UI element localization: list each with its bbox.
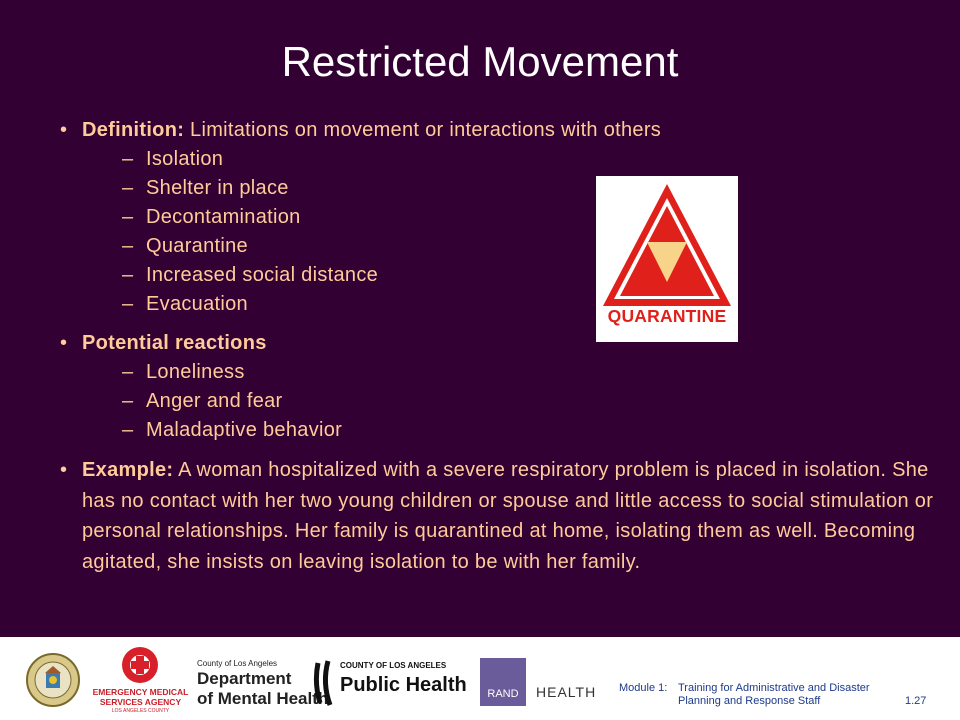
module-line1: Training for Administrative and Disaster (678, 682, 870, 694)
ems-agency-logo (88, 645, 193, 717)
definition-item: – Increased social distance (60, 261, 940, 290)
rand-text: RAND (487, 688, 519, 700)
quarantine-label: QUARANTINE (607, 306, 727, 326)
county-seal-logo (25, 651, 81, 714)
ph-line1: COUNTY OF LOS ANGELES (340, 661, 447, 670)
slide-content (60, 116, 940, 577)
definition-bullet (60, 116, 940, 145)
reaction-item: – Anger and fear (60, 387, 940, 416)
reaction-item: – Maladaptive behavior (60, 416, 940, 445)
definition-item: – Shelter in place (60, 174, 940, 203)
public-health-logo (312, 657, 467, 709)
definition-text: Limitations on movement or interactions with others (184, 119, 662, 141)
page-number: 1.27 (905, 695, 927, 707)
definition-label: Definition: (82, 119, 185, 141)
ems-line3: LOS ANGELES COUNTY (111, 708, 170, 714)
dmh-line1: County of Los Angeles (197, 659, 278, 668)
slide-title: Restricted Movement (281, 38, 679, 85)
definition-item: – Quarantine (60, 232, 940, 261)
definition-item: – Evacuation (60, 290, 940, 319)
health-text: HEALTH (536, 684, 597, 700)
dmh-line2: Department (197, 669, 292, 688)
dmh-line3: of Mental Health (197, 689, 329, 708)
dmh-logo (197, 659, 329, 711)
module-line2: Planning and Response Staff (678, 695, 821, 707)
definition-item: – Isolation (60, 145, 940, 174)
definition-item: – Decontamination (60, 203, 940, 232)
footer (0, 637, 960, 720)
ems-line2: SERVICES AGENCY (99, 697, 182, 707)
reactions-bullet (60, 329, 940, 358)
reactions-label: Potential reactions (82, 332, 267, 354)
example-label: Example: (82, 459, 174, 481)
ph-line2: Public Health (340, 674, 467, 696)
public-health-emblem-icon (312, 659, 338, 707)
quarantine-sign (596, 176, 738, 342)
module-label: Module 1: (619, 682, 668, 694)
example-text: A woman hospitalized with a severe respiratory problem is placed in isolation. She has no contact with her two young children or spouse and little access to social stimulation or personal relationships. Her family is quarantined at home, isolating them as well. Becoming agitated, she insists on leaving isolation to be with her family. (82, 459, 934, 573)
ems-line1: EMERGENCY MEDICAL (92, 687, 189, 697)
example-bullet (60, 455, 942, 577)
rand-logo (480, 658, 526, 706)
reaction-item: – Loneliness (60, 358, 940, 387)
